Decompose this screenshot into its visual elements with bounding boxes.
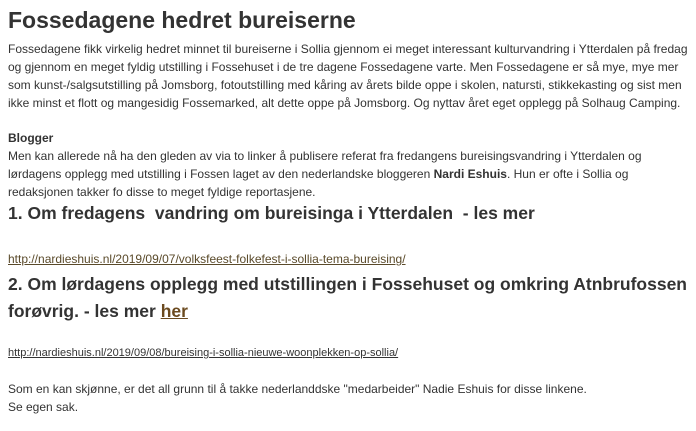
heading-saturday-text: 2. Om lørdagens opplegg med utstillingen i Fossehuset og omkring Atnbrufossen forøvrig. - les mer bbox=[8, 274, 687, 321]
heading-saturday-exhibition bbox=[8, 271, 688, 325]
saturday-blog-link[interactable]: http://nardieshuis.nl/2019/09/08/bureising-i-sollia-nieuwe-woonplekken-op-sollia/ bbox=[8, 347, 399, 359]
blog-paragraph bbox=[8, 147, 692, 201]
closing-line-2: Se egen sak. bbox=[8, 400, 79, 414]
heading-friday-walk: 1. Om fredagens vandring om bureisinga i Ytterdalen - les mer bbox=[8, 203, 535, 223]
her-link[interactable]: her bbox=[160, 301, 188, 321]
closing-paragraph bbox=[8, 380, 692, 416]
article-intro: Fossedagene fikk virkelig hedret minnet til bureiserne i Sollia gjennom ei meget interessant kulturvandring i Ytterdalen på fredag og gjennom en meget fyldig utstilling i Fossehuset i de tre dagene Fossedagene varte. Men Fossedagene er så mye, mye mer som kunst-/salgsutstilling på Jomsborg, fotoutstilling med kåring av årets bilde oppe i skolen, natursti, stikkekasting og sist men ikke minst et flott og mangesidig Fossemarked, alt dette oppe på Jomsborg. Og nyttav året eget opplegg på Solhaug Camping. bbox=[8, 42, 688, 110]
blog-heading: Blogger bbox=[8, 131, 54, 145]
blog-text-after: . Hun er ofte i Sollia og redaksjonen takker fo disse to meget fyldige reportasjene. bbox=[8, 167, 629, 199]
article-title: Fossedagene hedret bureiserne bbox=[8, 7, 356, 33]
closing-line-1: Som en kan skjønne, er det all grunn til å takke nederlanddske "medarbeider" Nadie Eshuis for disse linkene. bbox=[8, 382, 587, 396]
friday-blog-link[interactable]: http://nardieshuis.nl/2019/09/07/volksfeest-folkefest-i-sollia-tema-bureising/ bbox=[8, 252, 406, 266]
blog-text-before: Men kan allerede nå ha den gleden av via to linker å publisere referat fra fredangens bureisingsvandring i Ytterdalen og lørdagens opplegg med utstilling i Fossen laget av den nederlandske bloggeren bbox=[8, 149, 642, 181]
blog-author: Nardi Eshuis bbox=[433, 167, 507, 181]
